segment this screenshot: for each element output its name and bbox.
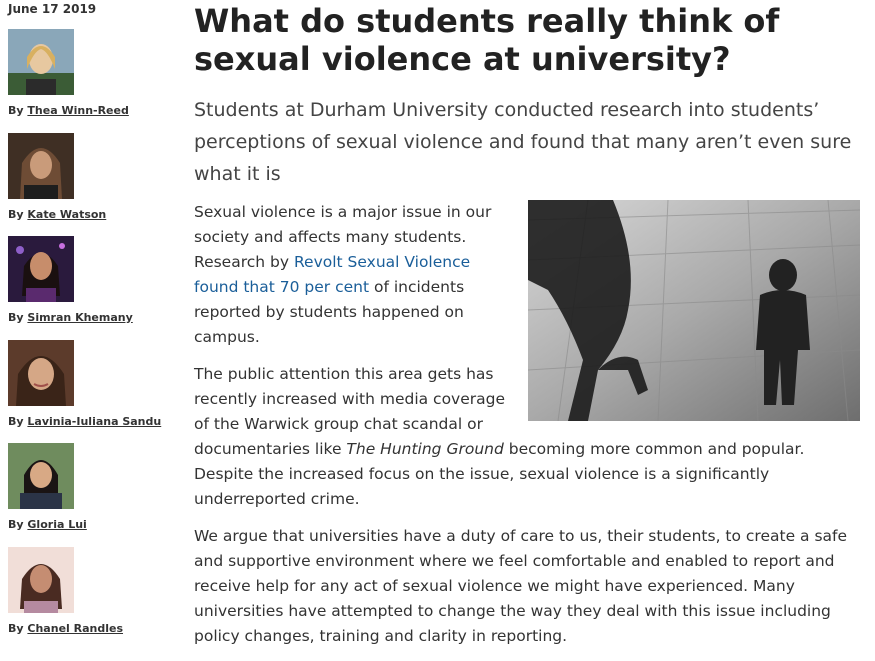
- author-card: [8, 133, 178, 221]
- author-byline: By Thea Winn-Reed: [8, 104, 129, 117]
- author-link[interactable]: Gloria Lui: [27, 518, 87, 531]
- author-avatar[interactable]: [8, 133, 74, 199]
- author-link[interactable]: Chanel Randles: [27, 622, 124, 635]
- author-link[interactable]: Simran Khemany: [27, 311, 133, 324]
- article-body: [194, 200, 850, 661]
- author-avatar[interactable]: [8, 547, 74, 613]
- paragraph-3: We argue that universities have a duty of care to us, their students, to create a safe and supportive environment where we feel comfortable and enabled to report and receive help for any act of sexual violence we might have experienced. Many universities have attempted to change the way they deal with this issue including policy changes, training and clarity in reporting.: [194, 527, 848, 645]
- author-avatar[interactable]: [8, 29, 74, 95]
- author-byline: By Chanel Randles: [8, 622, 124, 635]
- author-card: [8, 236, 178, 324]
- paragraph-2: The public attention this area gets has recently increased with media coverage of the Warwick group chat scandal or documentaries like The Hunting Ground becoming more common and popular. Despite the increased focus on the issue, sexual violence is a significantly underreported crime.: [194, 365, 805, 508]
- paragraph-1: Sexual violence is a major issue in our society and affects many students. Research by Revolt Sexual Violence found that 70 per cent of incidents reported by students happened on campus.: [194, 203, 492, 346]
- author-byline: By Simran Khemany: [8, 311, 133, 324]
- author-link[interactable]: Kate Watson: [27, 208, 107, 221]
- author-card: [8, 29, 178, 117]
- author-byline: By Kate Watson: [8, 208, 107, 221]
- author-link[interactable]: Thea Winn-Reed: [27, 104, 129, 117]
- article-image: [528, 200, 860, 421]
- author-avatar[interactable]: [8, 236, 74, 302]
- author-card: [8, 443, 178, 531]
- publish-date: June 17 2019: [8, 2, 97, 16]
- author-avatar[interactable]: [8, 443, 74, 509]
- author-link[interactable]: Lavinia-Iuliana Sandu: [27, 415, 162, 428]
- article-title: What do students really think of sexual violence at university?: [194, 2, 780, 78]
- author-byline: By Gloria Lui: [8, 518, 87, 531]
- revolt-link[interactable]: Revolt Sexual Violence found that 70 per cent: [194, 253, 471, 296]
- author-byline: By Lavinia-Iuliana Sandu: [8, 415, 162, 428]
- author-avatar[interactable]: [8, 340, 74, 406]
- article-standfirst: Students at Durham University conducted research into students’ perceptions of sexual violence and found that many aren’t even sure what it is: [194, 99, 852, 185]
- author-card: [8, 547, 178, 635]
- author-card: [8, 340, 178, 428]
